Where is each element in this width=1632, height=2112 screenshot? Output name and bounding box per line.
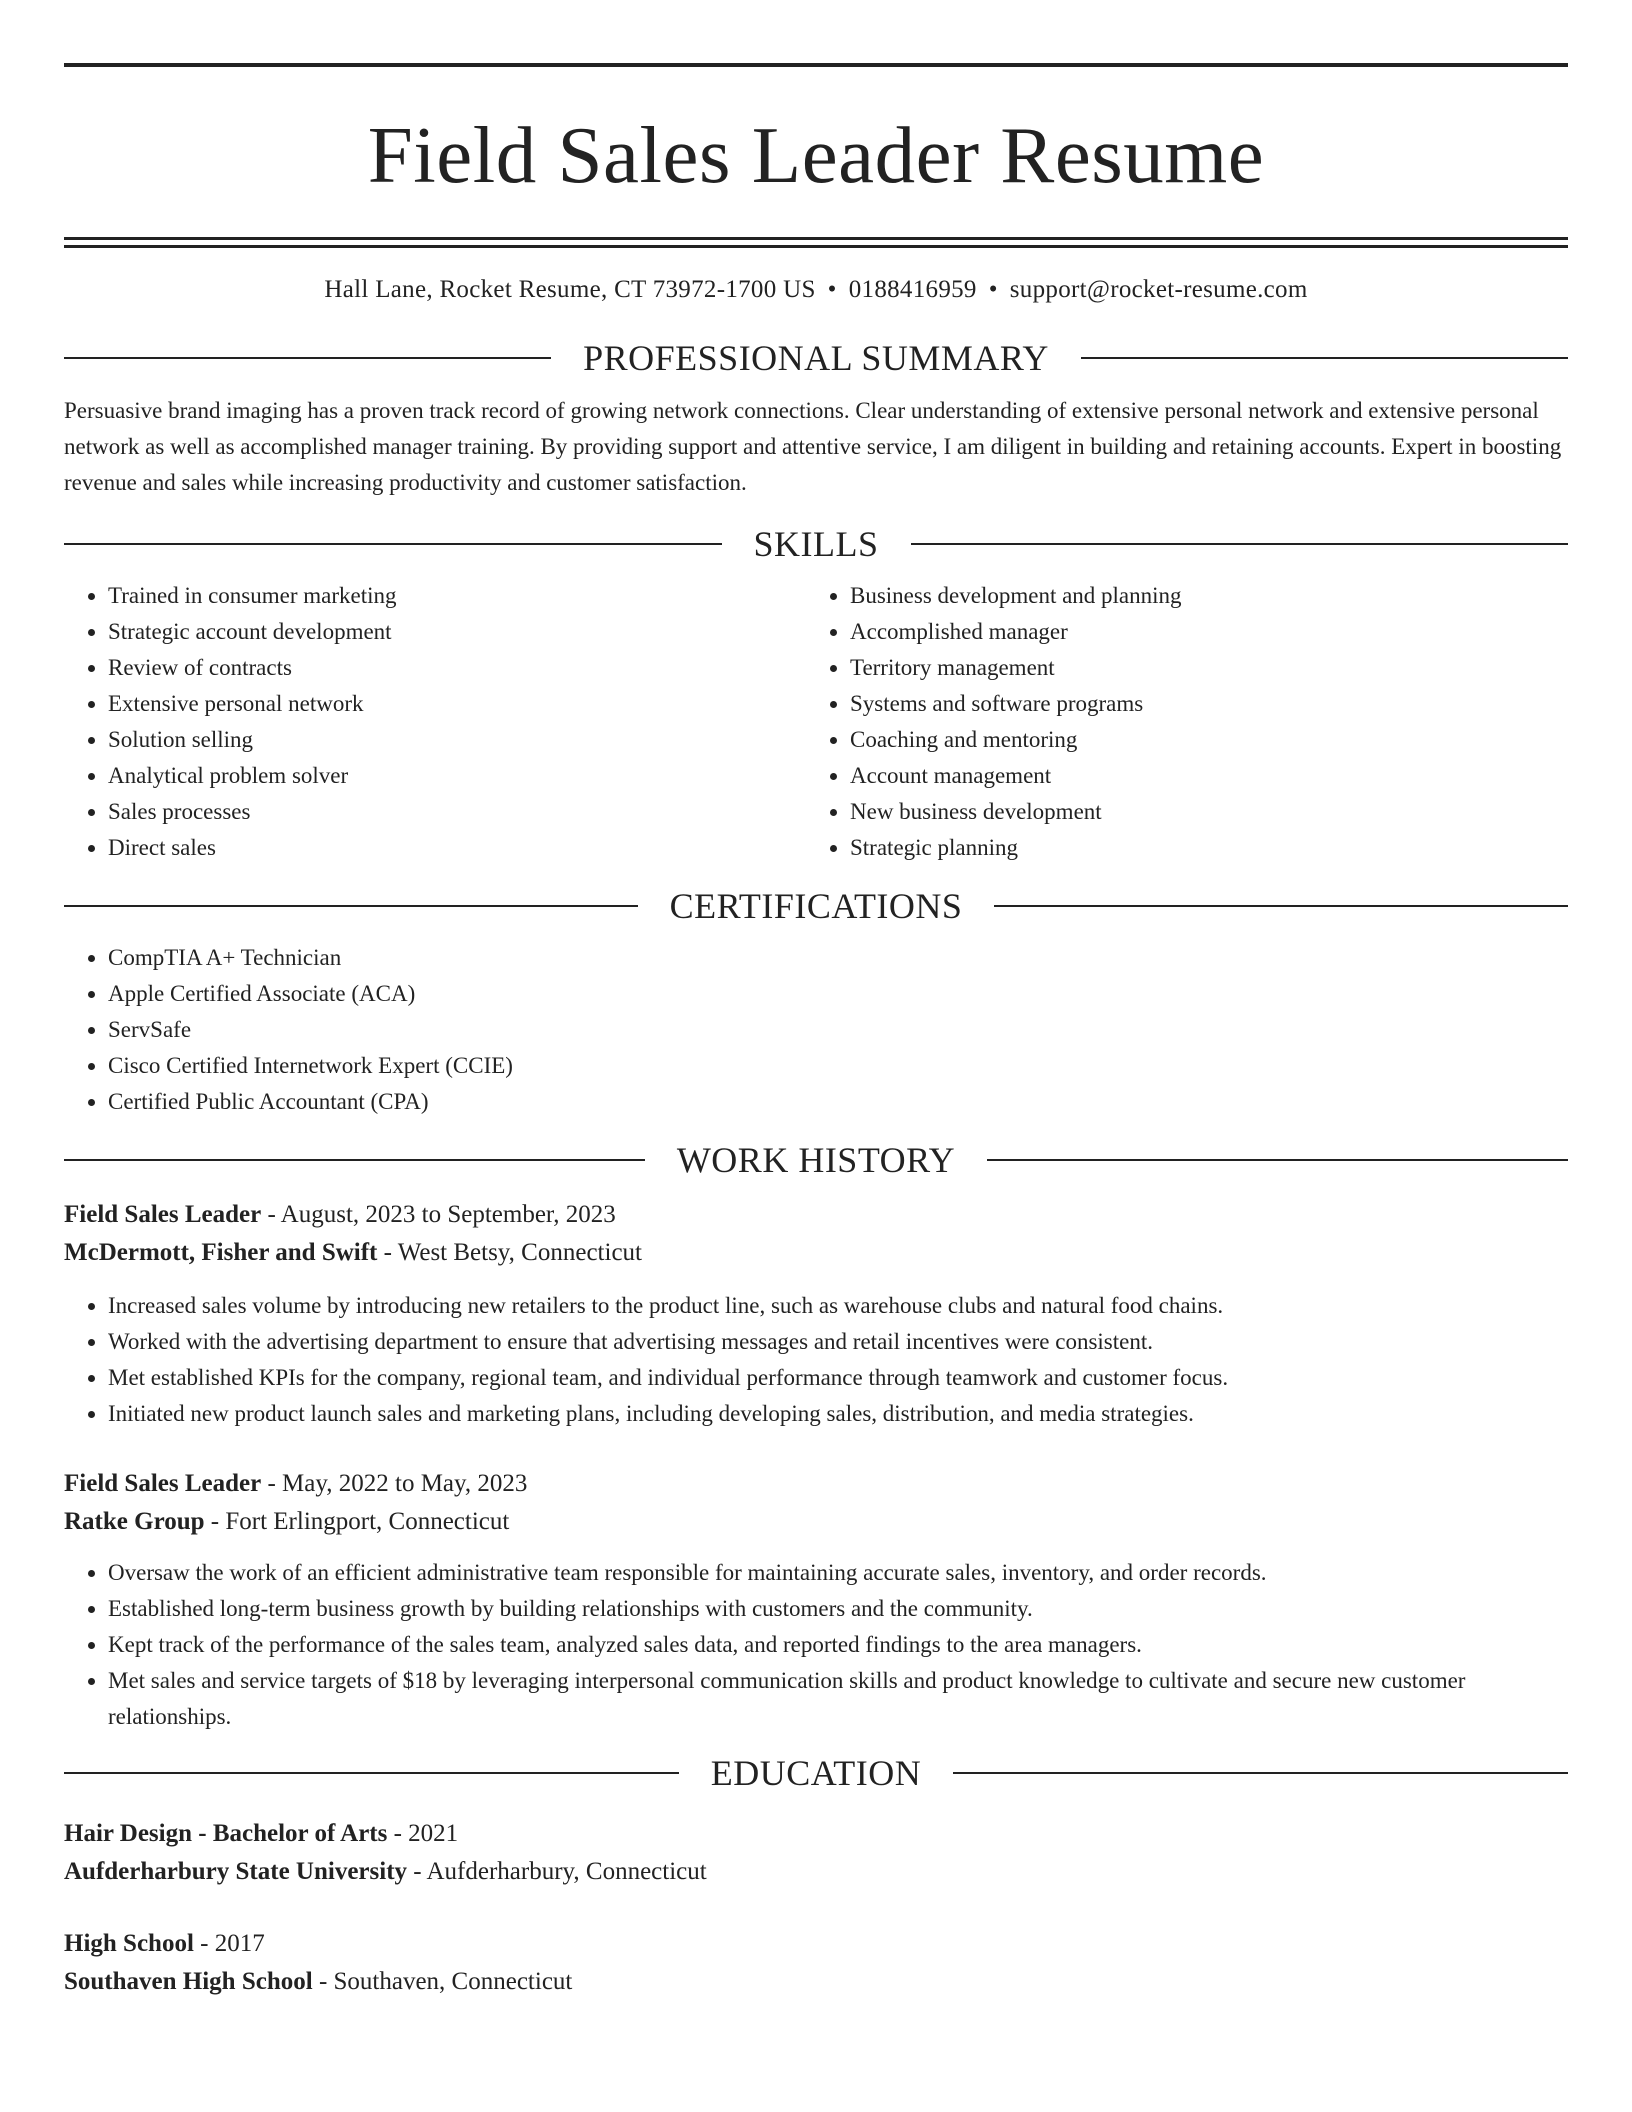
job-company-line xyxy=(64,1234,1568,1272)
job-bullet: • Established long-term business growth by building relationships with customers and the community. xyxy=(108,1591,1568,1627)
job-title: Field Sales Leader xyxy=(64,1470,262,1497)
skill-item: • Accomplished manager xyxy=(850,614,1568,650)
skill-item: • Systems and software programs xyxy=(850,686,1568,722)
summary-heading xyxy=(64,336,1568,380)
education-school-line xyxy=(64,1853,1568,1891)
heading-rule-left xyxy=(64,905,638,907)
heading-rule-left xyxy=(64,1772,679,1774)
contact-phone: 0188416959 xyxy=(848,276,977,303)
skill-item: • Sales processes xyxy=(108,794,806,830)
job-bullet: • Kept track of the performance of the sales team, analyzed sales data, and reported findings to the area managers. xyxy=(108,1627,1568,1663)
skill-item: • Territory management xyxy=(850,650,1568,686)
skills-heading-label: SKILLS xyxy=(753,524,879,564)
job-bullets xyxy=(64,1288,1568,1432)
heading-rule-right xyxy=(987,1159,1568,1161)
education-heading-label: EDUCATION xyxy=(710,1753,922,1793)
education-entry xyxy=(64,1925,1568,2001)
job-location: - Fort Erlingport, Connecticut xyxy=(204,1508,510,1535)
skills-list-left xyxy=(64,578,806,866)
education-degree: Hair Design - Bachelor of Arts xyxy=(64,1820,388,1847)
skills-columns xyxy=(64,578,1568,866)
resume-title: Field Sales Leader Resume xyxy=(367,110,1265,200)
certification-item: • Cisco Certified Internetwork Expert (CCIE) xyxy=(108,1048,1568,1084)
skill-item: • Business development and planning xyxy=(850,578,1568,614)
summary-text: Persuasive brand imaging has a proven track record of growing network connections. Clear understanding of extensive personal network and extensive personal network as well as accomplished manager training. By providing support and attentive service, I am diligent in building and retaining accounts. Expert in boosting revenue and sales while increasing productivity and customer satisfaction. xyxy=(64,398,1562,495)
education-degree-line xyxy=(64,1815,1568,1853)
job-location: - West Betsy, Connecticut xyxy=(377,1239,642,1266)
job-bullet: • Initiated new product launch sales and marketing plans, including developing sales, distribution, and media strategies. xyxy=(108,1396,1568,1432)
job-bullet: • Met sales and service targets of $18 by leveraging interpersonal communication skills and product knowledge to cultivate and secure new customer relationships. xyxy=(108,1663,1568,1735)
skills-column-left xyxy=(64,578,806,866)
job-bullets xyxy=(64,1555,1568,1735)
work-history-heading-label: WORK HISTORY xyxy=(676,1140,956,1180)
skills-list-right xyxy=(806,578,1568,866)
certifications-heading xyxy=(64,884,1568,928)
job-dates: - August, 2023 to September, 2023 xyxy=(261,1201,616,1228)
job-bullet: • Oversaw the work of an efficient administrative team responsible for maintaining accurate sales, inventory, and order records. xyxy=(108,1555,1568,1591)
certifications-list xyxy=(64,940,1568,1120)
job-bullet: • Worked with the advertising department to ensure that advertising messages and retail incentives were consistent. xyxy=(108,1324,1568,1360)
contact-separator: • xyxy=(827,276,837,303)
job-bullet: • Increased sales volume by introducing new retailers to the product line, such as warehouse clubs and natural food chains. xyxy=(108,1288,1568,1324)
job-company: Ratke Group xyxy=(64,1508,205,1535)
skill-item: • Coaching and mentoring xyxy=(850,722,1568,758)
education-school: Southaven High School xyxy=(64,1968,313,1995)
education-year: - 2021 xyxy=(387,1820,459,1847)
skill-item: • Trained in consumer marketing xyxy=(108,578,806,614)
education-degree: High School xyxy=(64,1930,194,1957)
job-company: McDermott, Fisher and Swift xyxy=(64,1239,378,1266)
job-title: Field Sales Leader xyxy=(64,1201,262,1228)
skills-heading xyxy=(64,522,1568,566)
header-double-rule xyxy=(64,237,1568,248)
heading-rule-right xyxy=(994,905,1568,907)
skill-item: • Review of contracts xyxy=(108,650,806,686)
skill-item: • Strategic planning xyxy=(850,830,1568,866)
job-title-line xyxy=(64,1465,1568,1503)
education-degree-line xyxy=(64,1925,1568,1963)
education-location: - Southaven, Connecticut xyxy=(312,1968,573,1995)
education-school-line xyxy=(64,1963,1568,2001)
skill-item: • Strategic account development xyxy=(108,614,806,650)
skill-item: • Direct sales xyxy=(108,830,806,866)
heading-rule-left xyxy=(64,1159,645,1161)
heading-rule-right xyxy=(953,1772,1568,1774)
job-bullet: • Met established KPIs for the company, regional team, and individual performance through teamwork and customer focus. xyxy=(108,1360,1568,1396)
contact-separator: • xyxy=(988,276,998,303)
heading-rule-right xyxy=(1081,357,1568,359)
education-location: - Aufderharbury, Connecticut xyxy=(407,1858,707,1885)
education-entry xyxy=(64,1815,1568,1891)
heading-rule-left xyxy=(64,543,722,545)
job-entry xyxy=(64,1196,1568,1432)
certification-item: • ServSafe xyxy=(108,1012,1568,1048)
skill-item: • Solution selling xyxy=(108,722,806,758)
work-history-heading xyxy=(64,1138,1568,1182)
education-school: Aufderharbury State University xyxy=(64,1858,408,1885)
skill-item: • Account management xyxy=(850,758,1568,794)
contact-line xyxy=(64,273,1568,307)
skill-item: • Extensive personal network xyxy=(108,686,806,722)
heading-rule-left xyxy=(64,357,551,359)
skill-item: • New business development xyxy=(850,794,1568,830)
contact-email: support@rocket-resume.com xyxy=(1009,276,1308,303)
education-heading xyxy=(64,1751,1568,1795)
education-year: - 2017 xyxy=(193,1930,265,1957)
summary-heading-label: PROFESSIONAL SUMMARY xyxy=(583,338,1049,378)
job-dates: - May, 2022 to May, 2023 xyxy=(261,1470,528,1497)
certifications-heading-label: CERTIFICATIONS xyxy=(669,886,963,926)
skills-column-right xyxy=(806,578,1568,866)
heading-rule-right xyxy=(911,543,1569,545)
contact-address: Hall Lane, Rocket Resume, CT 73972-1700 US xyxy=(324,276,816,303)
certification-item: • Certified Public Accountant (CPA) xyxy=(108,1084,1568,1120)
job-title-line xyxy=(64,1196,1568,1234)
job-company-line xyxy=(64,1503,1568,1541)
certification-item: • Apple Certified Associate (ACA) xyxy=(108,976,1568,1012)
skill-item: • Analytical problem solver xyxy=(108,758,806,794)
certification-item: • CompTIA A+ Technician xyxy=(108,940,1568,976)
job-entry xyxy=(64,1465,1568,1735)
